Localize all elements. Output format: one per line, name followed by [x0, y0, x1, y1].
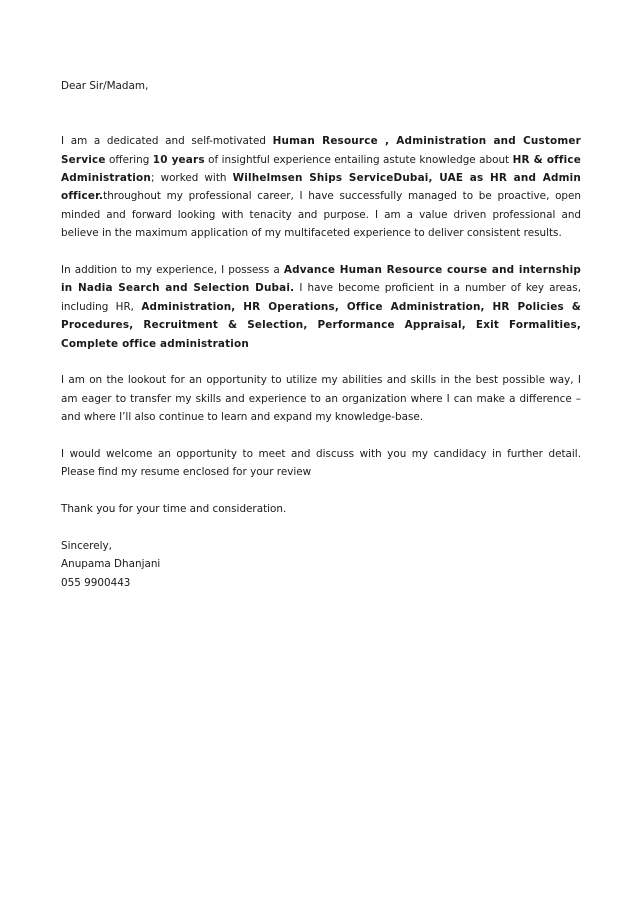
intro-bold-employer: Wilhelmsen Ships ServiceDubai, UAE as HR and Admin officer.	[61, 172, 581, 203]
intro-text-3: of insightful experience entailing astute knowledge about	[204, 153, 513, 166]
intro-bold-years: 10 years	[152, 153, 205, 166]
paragraph-skills	[61, 261, 581, 353]
skills-bold-course: Advance Human Resource course and internship in Nadia Search and Selection Dubai.	[61, 264, 581, 295]
phone-number: 055 9900443	[61, 576, 131, 589]
paragraph-introduction	[61, 132, 581, 242]
cover-letter-body	[61, 77, 581, 592]
intro-bold-domain: HR & office Administration	[61, 153, 581, 185]
paragraph-opportunity: I am on the lookout for an opportunity to utilize my abilities and skills in the best possible way, I am eager to transfer my skills and experience to an organization where I can make a difference – and where I’ll also continue to learn and expand my knowledge-base.	[61, 374, 581, 424]
paragraph-meeting: I would welcome an opportunity to meet and discuss with you my candidacy in further detail. Please find my resume enclosed for your review	[61, 448, 581, 479]
paragraph-thanks: Thank you for your time and consideration.	[61, 503, 287, 516]
intro-text-4: ; worked with	[150, 172, 233, 185]
intro-text-5: throughout my professional career, I have successfully managed to be proactive, open minded and forward looking with tenacity and purpose. I am a value driven professional and believe in the maximum application of my multifaceted experience to deliver consistent results.	[61, 190, 581, 240]
skills-bold-areas: Administration, HR Operations, Office Administration, HR Policies & Procedures, Recruitment & Selection, Performance Appraisal, Exit Formalities, Complete office administration	[61, 300, 581, 350]
signature-name: Anupama Dhanjani	[61, 558, 161, 571]
skills-text-1: In addition to my experience, I possess a	[61, 264, 284, 277]
intro-text-2: offering	[105, 153, 153, 166]
closing: Sincerely,	[61, 540, 112, 553]
salutation: Dear Sir/Madam,	[61, 80, 149, 92]
intro-text-1: I am a dedicated and self-motivated	[61, 135, 273, 148]
intro-bold-roles: Human Resource , Administration and Customer Service	[61, 135, 581, 166]
skills-text-2: I have become proficient in a number of key areas, including HR,	[61, 282, 581, 313]
